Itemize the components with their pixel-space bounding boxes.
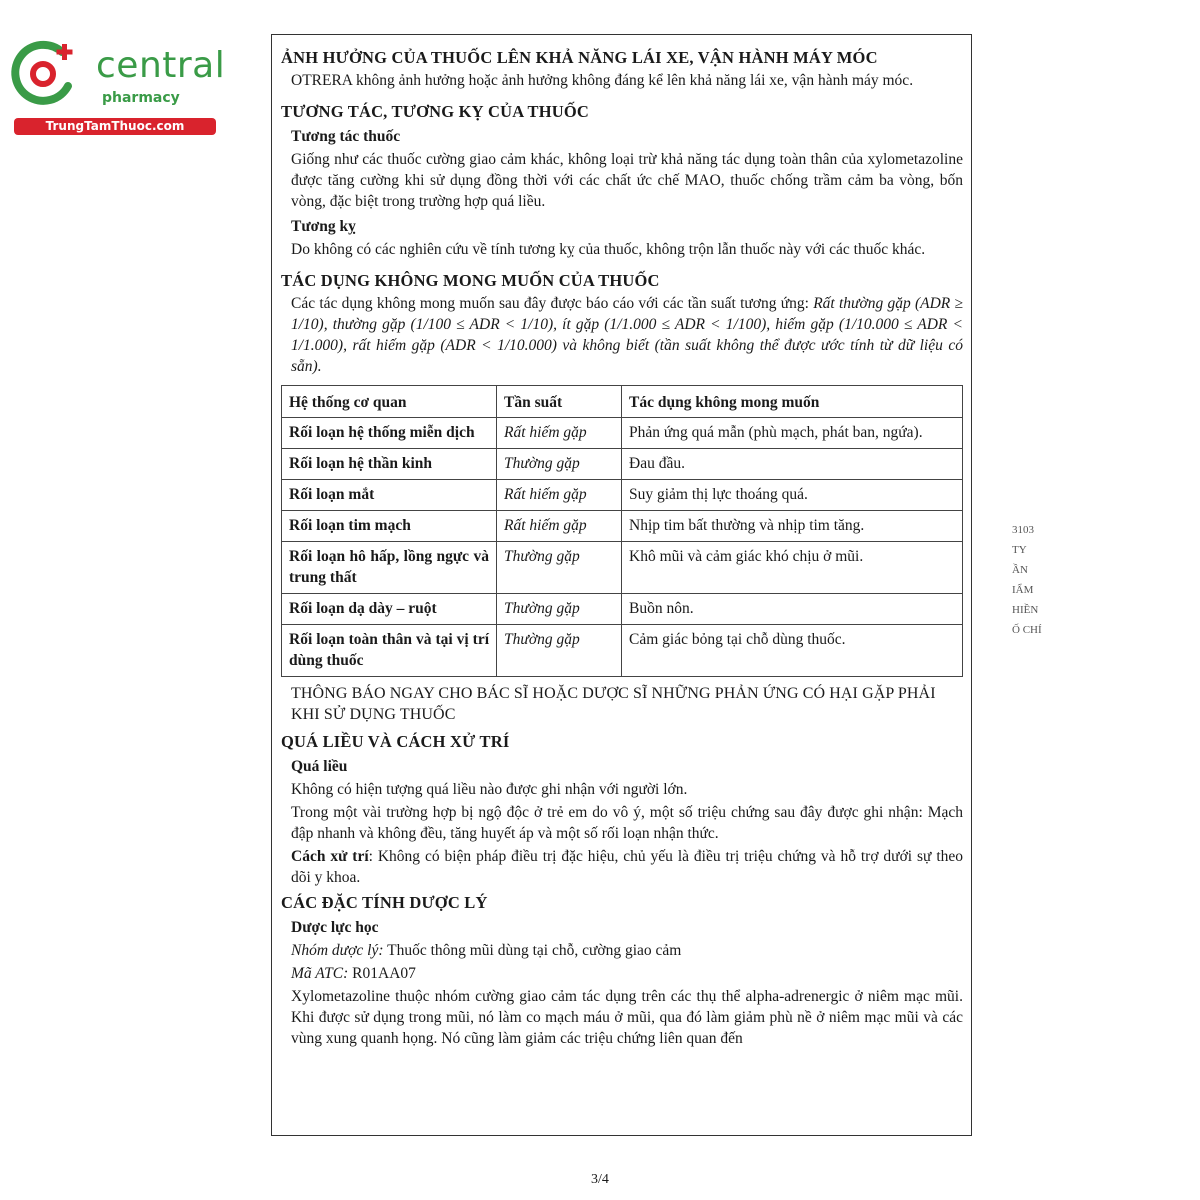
adverse-heading: TÁC DỤNG KHÔNG MONG MUỐN CỦA THUỐC [281,271,660,290]
adverse-intro-plain: Các tác dụng không mong muốn sau đây được báo cáo với các tần suất tương ứng: [291,295,814,312]
adverse-notice: THÔNG BÁO NGAY CHO BÁC SĨ HOẶC DƯỢC SĨ NHỮNG PHẢN ỨNG CÓ HẠI GẶP PHẢI KHI SỬ DỤNG THUỐC [291,685,936,723]
table-row [282,511,963,542]
incompatibility-text: Do không có các nghiên cứu về tính tương kỵ của thuốc, không trộn lẫn thuốc này với các thuốc khác. [291,241,926,258]
stamp-line: IẨM [1012,584,1034,596]
organ-system-cell: Rối loạn hô hấp, lồng ngực và trung thất [282,542,497,594]
drug-interaction-title: Tương tác thuốc [291,128,401,145]
drug-interaction-text: Giống như các thuốc cường giao cảm khác, không loại trừ khả năng tác dụng toàn thân của xylometazoline được tăng cường khi sử dụng đồng thời với các chất ức chế MAO, thuốc chống trầm cảm ba vòng, bốn vòng, đặc biệt trong trường hợp quá liều. [291,151,963,210]
pharmacology-heading: CÁC ĐẶC TÍNH DƯỢC LÝ [281,893,488,912]
frequency-cell: Rất hiếm gặp [497,480,622,511]
table-row [282,542,963,594]
frequency-cell: Rất hiếm gặp [497,511,622,542]
header-organ-system: Hệ thống cơ quan [282,386,497,418]
stamp-line: ẦN [1012,564,1028,576]
overdose-title: Quá liều [291,758,348,775]
logo-subtitle: pharmacy [102,90,180,106]
organ-system-cell: Rối loạn hệ thần kinh [282,449,497,480]
stamp-line: HIỀN [1012,604,1039,616]
atc-label: Mã ATC: [291,965,349,982]
overdose-text-children: Trong một vài trường hợp bị ngộ độc ở trẻ em do vô ý, một số triệu chứng sau đây được ghi nhận: Mạch đập nhanh và không đều, tăng huyết áp và một số rối loạn nhận thức. [291,804,963,842]
frequency-cell: Rất hiếm gặp [497,418,622,449]
group-label: Nhóm dược lý: [291,942,384,959]
organ-system-cell: Rối loạn hệ thống miễn dịch [282,418,497,449]
header-adverse-effect: Tác dụng không mong muốn [622,386,963,418]
partial-stamp [1012,520,1052,670]
page-number: 3/4 [591,1172,609,1187]
table-row [282,449,963,480]
pharmacologic-group [291,940,963,961]
overdose-text-adults: Không có hiện tượng quá liều nào được ghi nhận với người lớn. [291,781,688,798]
pharmacodynamics-title: Dược lực học [291,919,379,936]
table-row [282,480,963,511]
table-row [282,594,963,625]
organ-system-cell: Rối loạn dạ dày – ruột [282,594,497,625]
logo-url: TrungTamThuoc.com [14,118,216,135]
effect-cell: Phản ứng quá mẫn (phù mạch, phát ban, ngứa). [622,418,963,449]
incompatibility-title: Tương kỵ [291,218,356,235]
stamp-line: Ố CHÍ [1012,624,1042,636]
driving-heading: ẢNH HƯỞNG CỦA THUỐC LÊN KHẢ NĂNG LÁI XE, VẬN HÀNH MÁY MÓC [281,48,878,67]
overdose-treatment [291,846,963,888]
interactions-heading: TƯƠNG TÁC, TƯƠNG KỴ CỦA THUỐC [281,102,590,121]
atc-text: R01AA07 [348,965,416,982]
effect-cell: Suy giảm thị lực thoáng quá. [622,480,963,511]
effect-cell: Buồn nôn. [622,594,963,625]
stamp-line: TY [1012,544,1027,556]
header-frequency: Tần suất [497,386,622,418]
document-page [271,34,972,1136]
atc-code [291,963,963,984]
effect-cell: Cảm giác bỏng tại chỗ dùng thuốc. [622,625,963,677]
organ-system-cell: Rối loạn toàn thân và tại vị trí dùng thuốc [282,625,497,677]
table-header-row [282,386,963,418]
stamp-line: 3103 [1012,524,1034,536]
organ-system-cell: Rối loạn tim mạch [282,511,497,542]
adverse-effects-table [281,385,963,677]
driving-text: OTRERA không ảnh hưởng hoặc ảnh hưởng không đáng kể lên khả năng lái xe, vận hành máy móc. [291,72,914,89]
frequency-cell: Thường gặp [497,625,622,677]
table-row [282,418,963,449]
treatment-text: : Không có biện pháp điều trị đặc hiệu, chủ yếu là điều trị triệu chứng và hỗ trợ dưới sự theo dõi y khoa. [291,848,963,886]
logo-name: central [96,45,226,86]
pharmacodynamics-text: Xylometazoline thuộc nhóm cường giao cảm tác dụng trên các thụ thể alpha-adrenergic ở niêm mạc mũi. Khi được sử dụng trong mũi, nó làm co mạch máu ở mũi, qua đó làm giảm phù nề ở niêm mạc mũi và các vùng xung quanh họng. Nó cũng làm giảm các triệu chứng liên quan đến [291,988,963,1047]
adverse-intro [291,293,963,377]
effect-cell: Nhịp tim bất thường và nhịp tim tăng. [622,511,963,542]
frequency-cell: Thường gặp [497,594,622,625]
table-row [282,625,963,677]
frequency-cell: Thường gặp [497,542,622,594]
central-pharmacy-logo-icon [10,38,80,108]
effect-cell: Khô mũi và cảm giác khó chịu ở mũi. [622,542,963,594]
group-text: Thuốc thông mũi dùng tại chỗ, cường giao cảm [383,942,682,959]
adverse-intro-frequencies: Rất thường gặp (ADR ≥ 1/10), thường gặp (1/100 ≤ ADR < 1/10), ít gặp (1/1.000 ≤ ADR < 1/100), hiếm gặp (1/10.000 ≤ ADR < 1/1.000), rất hiếm gặp (ADR < 1/10.000) và không biết (tần suất không thể được ước tính từ dữ liệu có sẵn). [291,295,964,375]
overdose-heading: QUÁ LIỀU VÀ CÁCH XỬ TRÍ [281,732,510,751]
organ-system-cell: Rối loạn mắt [282,480,497,511]
treatment-label: Cách xử trí [291,848,369,865]
brand-logo [10,36,226,136]
frequency-cell: Thường gặp [497,449,622,480]
effect-cell: Đau đầu. [622,449,963,480]
